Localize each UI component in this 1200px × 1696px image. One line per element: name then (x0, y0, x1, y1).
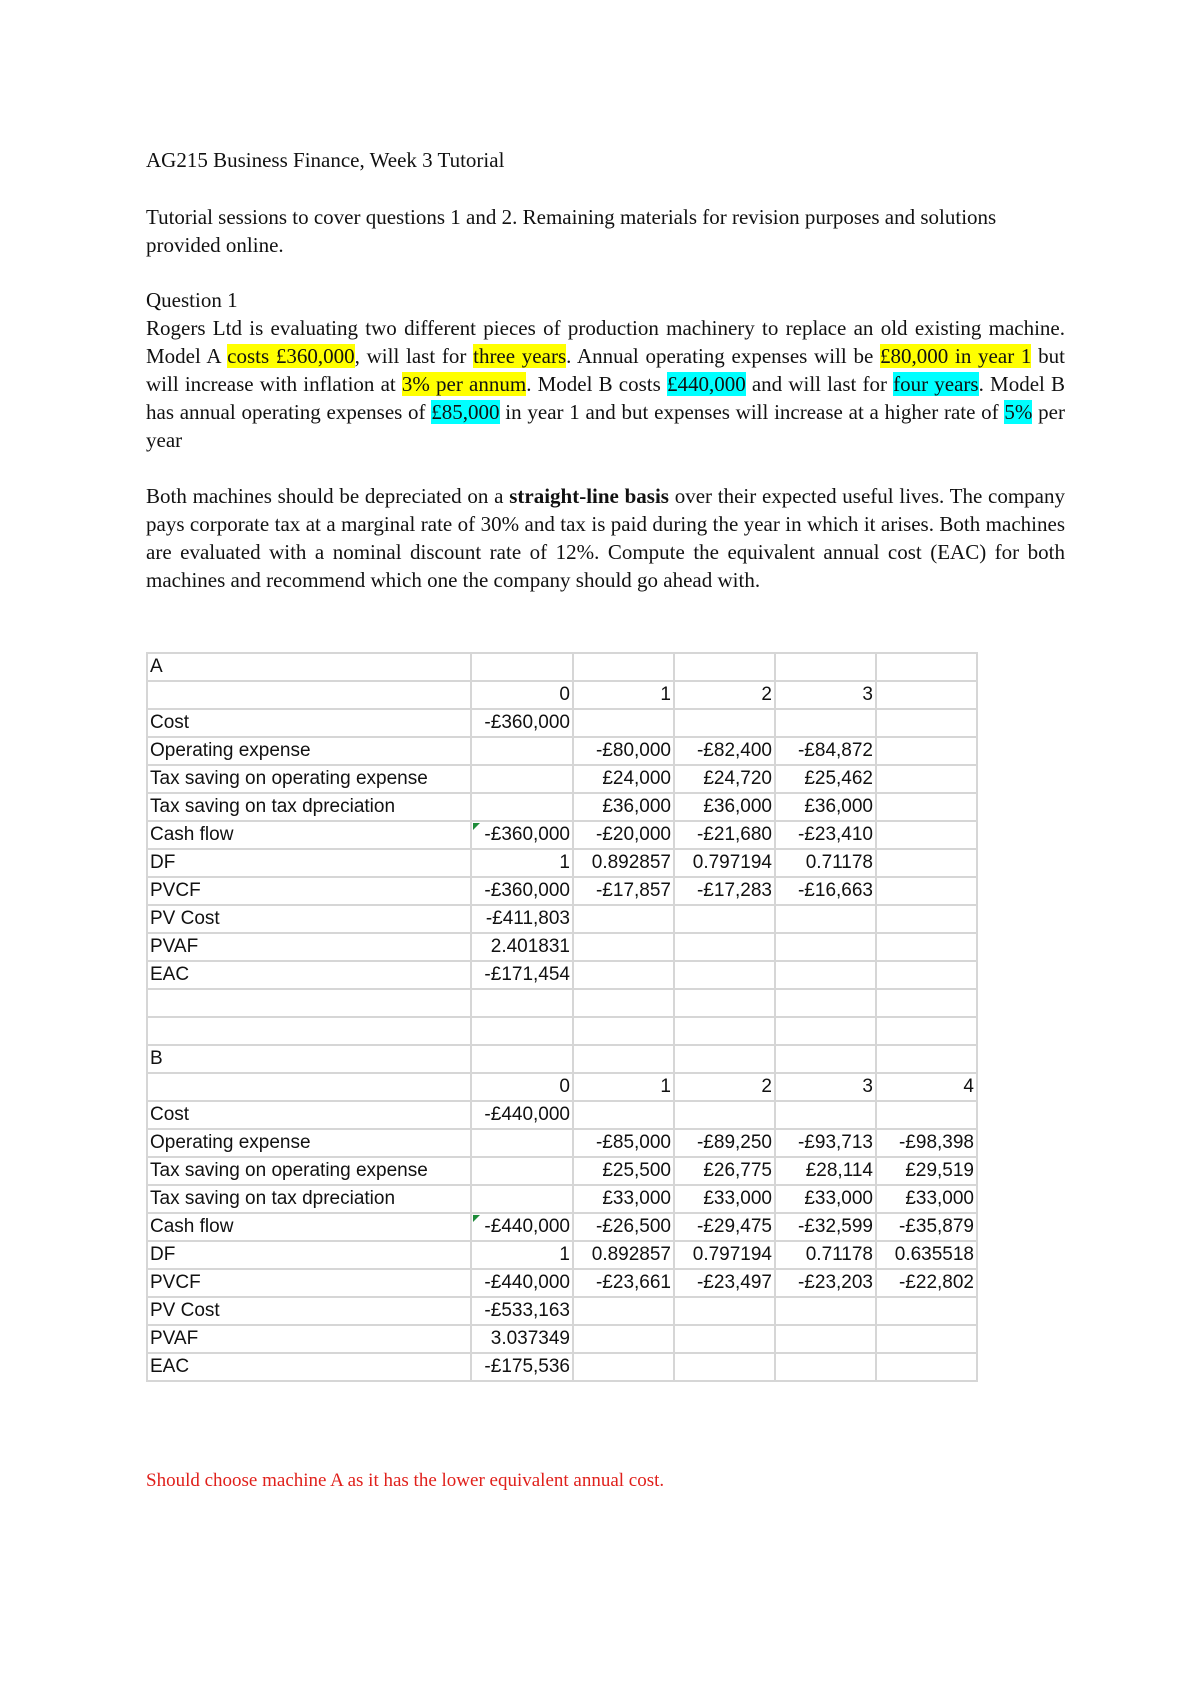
row-label-cell: PVCF (147, 877, 471, 905)
table-row (147, 961, 977, 989)
table-row (147, 905, 977, 933)
value-cell (775, 1325, 876, 1353)
value-cell: -£98,398 (876, 1129, 977, 1157)
value-cell (573, 653, 674, 681)
value-cell (674, 709, 775, 737)
value-cell: 2 (674, 681, 775, 709)
value-cell: -£84,872 (775, 737, 876, 765)
value-cell (876, 681, 977, 709)
table-row (147, 1157, 977, 1185)
value-cell (876, 821, 977, 849)
value-cell: £24,000 (573, 765, 674, 793)
value-cell (471, 989, 573, 1017)
blank-row (147, 989, 977, 1017)
row-label-cell (147, 1073, 471, 1101)
row-label-cell: Cash flow (147, 821, 471, 849)
value-cell (876, 1297, 977, 1325)
table-row (147, 1101, 977, 1129)
value-cell (573, 1353, 674, 1381)
text-run: . Model B costs (526, 372, 667, 396)
value-cell: £25,500 (573, 1157, 674, 1185)
value-cell (775, 653, 876, 681)
value-cell: 3 (775, 1073, 876, 1101)
year-header-row (147, 1073, 977, 1101)
value-cell (876, 1353, 977, 1381)
value-cell (775, 905, 876, 933)
value-cell: £26,775 (674, 1157, 775, 1185)
value-cell: -£360,000 (471, 709, 573, 737)
text-run: in year 1 and but expenses will increase at a higher rate of (499, 400, 1005, 424)
value-cell (674, 653, 775, 681)
text-run: and will last for (745, 372, 894, 396)
value-cell: £33,000 (876, 1185, 977, 1213)
blank-row (147, 1017, 977, 1045)
value-cell: -£17,283 (674, 877, 775, 905)
row-label-cell: PVCF (147, 1269, 471, 1297)
value-cell: -£82,400 (674, 737, 775, 765)
question-paragraph (146, 314, 1065, 454)
value-cell (471, 1017, 573, 1045)
table-row (147, 821, 977, 849)
value-cell: -£440,000 (471, 1213, 573, 1241)
value-cell: £36,000 (573, 793, 674, 821)
highlight-opex-b: £85,000 (431, 400, 500, 424)
value-cell (876, 849, 977, 877)
value-cell: 2.401831 (471, 933, 573, 961)
value-cell: -£35,879 (876, 1213, 977, 1241)
value-cell: -£23,203 (775, 1269, 876, 1297)
intro-paragraph: Tutorial sessions to cover questions 1 and 2. Remaining materials for revision purposes and solutions provided online. (146, 205, 997, 257)
value-cell (573, 1101, 674, 1129)
highlight-life-b: four years (893, 372, 979, 396)
table-row (147, 1353, 977, 1381)
value-cell (471, 793, 573, 821)
value-cell: -£21,680 (674, 821, 775, 849)
page-title: AG215 Business Finance, Week 3 Tutorial (146, 148, 505, 172)
highlight-inflation-b: 5% (1004, 400, 1033, 424)
value-cell (471, 737, 573, 765)
value-cell (471, 1157, 573, 1185)
value-cell: -£26,500 (573, 1213, 674, 1241)
row-label-cell: A (147, 653, 471, 681)
row-label-cell (147, 1017, 471, 1045)
value-cell (674, 1017, 775, 1045)
value-cell: -£16,663 (775, 877, 876, 905)
value-cell (573, 989, 674, 1017)
value-cell (573, 1045, 674, 1073)
row-label-cell: DF (147, 849, 471, 877)
value-cell (876, 989, 977, 1017)
value-cell: -£440,000 (471, 1101, 573, 1129)
highlight-cost-b: £440,000 (666, 372, 746, 396)
highlight-life-a: three years (473, 344, 567, 368)
value-cell (775, 933, 876, 961)
row-label-cell: EAC (147, 961, 471, 989)
value-cell: -£85,000 (573, 1129, 674, 1157)
row-label-cell: Cost (147, 709, 471, 737)
row-label-cell: PVAF (147, 1325, 471, 1353)
highlight-inflation-a: 3% per annum (401, 372, 527, 396)
table-row (147, 1325, 977, 1353)
value-cell: -£440,000 (471, 1269, 573, 1297)
value-cell: 3 (775, 681, 876, 709)
year-header-row (147, 681, 977, 709)
value-cell (876, 1325, 977, 1353)
value-cell: -£411,803 (471, 905, 573, 933)
value-cell: 0.797194 (674, 1241, 775, 1269)
value-cell: -£171,454 (471, 961, 573, 989)
table-row (147, 737, 977, 765)
value-cell (573, 933, 674, 961)
value-cell (876, 737, 977, 765)
row-label-cell: EAC (147, 1353, 471, 1381)
value-cell (775, 1101, 876, 1129)
bold-term: straight-line basis (509, 484, 669, 508)
value-cell: -£17,857 (573, 877, 674, 905)
text-run: Both machines should be depreciated on a (146, 484, 510, 508)
row-label-cell: PVAF (147, 933, 471, 961)
value-cell (876, 961, 977, 989)
value-cell (876, 653, 977, 681)
table-row (147, 1129, 977, 1157)
value-cell (876, 1045, 977, 1073)
value-cell (573, 709, 674, 737)
spreadsheet-table (146, 652, 978, 1382)
value-cell: -£29,475 (674, 1213, 775, 1241)
value-cell (573, 1325, 674, 1353)
value-cell: 2 (674, 1073, 775, 1101)
value-cell (876, 765, 977, 793)
value-cell: -£533,163 (471, 1297, 573, 1325)
value-cell: 0.892857 (573, 849, 674, 877)
value-cell (775, 1045, 876, 1073)
value-cell (471, 1129, 573, 1157)
table-row (147, 849, 977, 877)
value-cell: -£93,713 (775, 1129, 876, 1157)
question-label: Question 1 (146, 288, 238, 312)
value-cell: -£89,250 (674, 1129, 775, 1157)
value-cell (876, 793, 977, 821)
value-cell: -£80,000 (573, 737, 674, 765)
value-cell: -£23,497 (674, 1269, 775, 1297)
row-label-cell: Operating expense (147, 737, 471, 765)
value-cell: 0.71178 (775, 1241, 876, 1269)
table-row (147, 1185, 977, 1213)
value-cell (876, 905, 977, 933)
text-run: . Model B has annual operating expenses of (146, 372, 1066, 424)
highlight-opex-a: £80,000 in year 1 (880, 344, 1032, 368)
value-cell (876, 709, 977, 737)
value-cell (674, 961, 775, 989)
value-cell: £33,000 (573, 1185, 674, 1213)
value-cell (573, 905, 674, 933)
value-cell (775, 1297, 876, 1325)
value-cell (471, 1045, 573, 1073)
value-cell: £33,000 (775, 1185, 876, 1213)
value-cell (674, 1325, 775, 1353)
table-row (147, 765, 977, 793)
row-label-cell: B (147, 1045, 471, 1073)
value-cell: 0.797194 (674, 849, 775, 877)
row-label-cell: DF (147, 1241, 471, 1269)
table-row (147, 933, 977, 961)
table-row (147, 793, 977, 821)
value-cell (674, 1353, 775, 1381)
value-cell: -£360,000 (471, 821, 573, 849)
row-label-cell: Cash flow (147, 1213, 471, 1241)
text-run: Rogers Ltd is evaluating two different pieces of production machinery to replace an old existing machine. Model A (146, 316, 1065, 368)
value-cell (674, 933, 775, 961)
value-cell (674, 1297, 775, 1325)
value-cell (775, 961, 876, 989)
text-run: . Annual operating expenses will be (566, 344, 881, 368)
table-row (147, 877, 977, 905)
value-cell: 1 (573, 681, 674, 709)
text-run: per year (146, 400, 1065, 452)
value-cell (674, 905, 775, 933)
row-label-cell: Operating expense (147, 1129, 471, 1157)
row-label-cell: Tax saving on tax dpreciation (147, 1185, 471, 1213)
row-label-cell: Tax saving on operating expense (147, 1157, 471, 1185)
row-label-cell (147, 989, 471, 1017)
value-cell: £25,462 (775, 765, 876, 793)
row-label-cell (147, 681, 471, 709)
value-cell (876, 1101, 977, 1129)
value-cell: 1 (573, 1073, 674, 1101)
table-row (147, 1269, 977, 1297)
value-cell: 0.71178 (775, 849, 876, 877)
value-cell (674, 1101, 775, 1129)
value-cell: -£23,661 (573, 1269, 674, 1297)
value-cell (573, 1017, 674, 1045)
value-cell: 4 (876, 1073, 977, 1101)
value-cell (876, 877, 977, 905)
row-label-cell: Cost (147, 1101, 471, 1129)
question-paragraph-2 (146, 482, 1065, 594)
value-cell (674, 1045, 775, 1073)
value-cell (471, 1185, 573, 1213)
value-cell: 0.635518 (876, 1241, 977, 1269)
value-cell: £28,114 (775, 1157, 876, 1185)
value-cell (775, 1017, 876, 1045)
text-run: but will increase with inflation at (146, 344, 1065, 396)
text-run: over their expected useful lives. The company pays corporate tax at a marginal rate of 30% and tax is paid during the year in which it arises. Both machines are evaluated with a nominal discount rate of 12%. Compute the equivalent annual cost (EAC) for both machines and recommend which one the company should go ahead with. (146, 484, 1065, 592)
value-cell (775, 1353, 876, 1381)
value-cell (674, 989, 775, 1017)
table-label-row (147, 653, 977, 681)
table-row (147, 709, 977, 737)
value-cell: 0 (471, 1073, 573, 1101)
row-label-cell: PV Cost (147, 905, 471, 933)
value-cell (471, 765, 573, 793)
table-label-row (147, 1045, 977, 1073)
value-cell: 0.892857 (573, 1241, 674, 1269)
table-row (147, 1213, 977, 1241)
value-cell: £33,000 (674, 1185, 775, 1213)
row-label-cell: Tax saving on tax dpreciation (147, 793, 471, 821)
table-row (147, 1241, 977, 1269)
value-cell (876, 933, 977, 961)
value-cell: 1 (471, 849, 573, 877)
value-cell: -£175,536 (471, 1353, 573, 1381)
value-cell: -£20,000 (573, 821, 674, 849)
table-row (147, 1297, 977, 1325)
value-cell (775, 709, 876, 737)
answer-text: Should choose machine A as it has the lower equivalent annual cost. (146, 1470, 665, 1491)
value-cell (573, 1297, 674, 1325)
value-cell: £24,720 (674, 765, 775, 793)
value-cell (876, 1017, 977, 1045)
row-label-cell: Tax saving on operating expense (147, 765, 471, 793)
value-cell (573, 961, 674, 989)
value-cell: 3.037349 (471, 1325, 573, 1353)
value-cell: -£22,802 (876, 1269, 977, 1297)
text-run: , will last for (354, 344, 474, 368)
value-cell: £36,000 (775, 793, 876, 821)
value-cell (775, 989, 876, 1017)
value-cell: £36,000 (674, 793, 775, 821)
value-cell: 0 (471, 681, 573, 709)
value-cell: 1 (471, 1241, 573, 1269)
value-cell (471, 653, 573, 681)
row-label-cell: PV Cost (147, 1297, 471, 1325)
value-cell: -£32,599 (775, 1213, 876, 1241)
value-cell: -£23,410 (775, 821, 876, 849)
value-cell: -£360,000 (471, 877, 573, 905)
highlight-cost-a: costs £360,000 (227, 344, 355, 368)
value-cell: £29,519 (876, 1157, 977, 1185)
